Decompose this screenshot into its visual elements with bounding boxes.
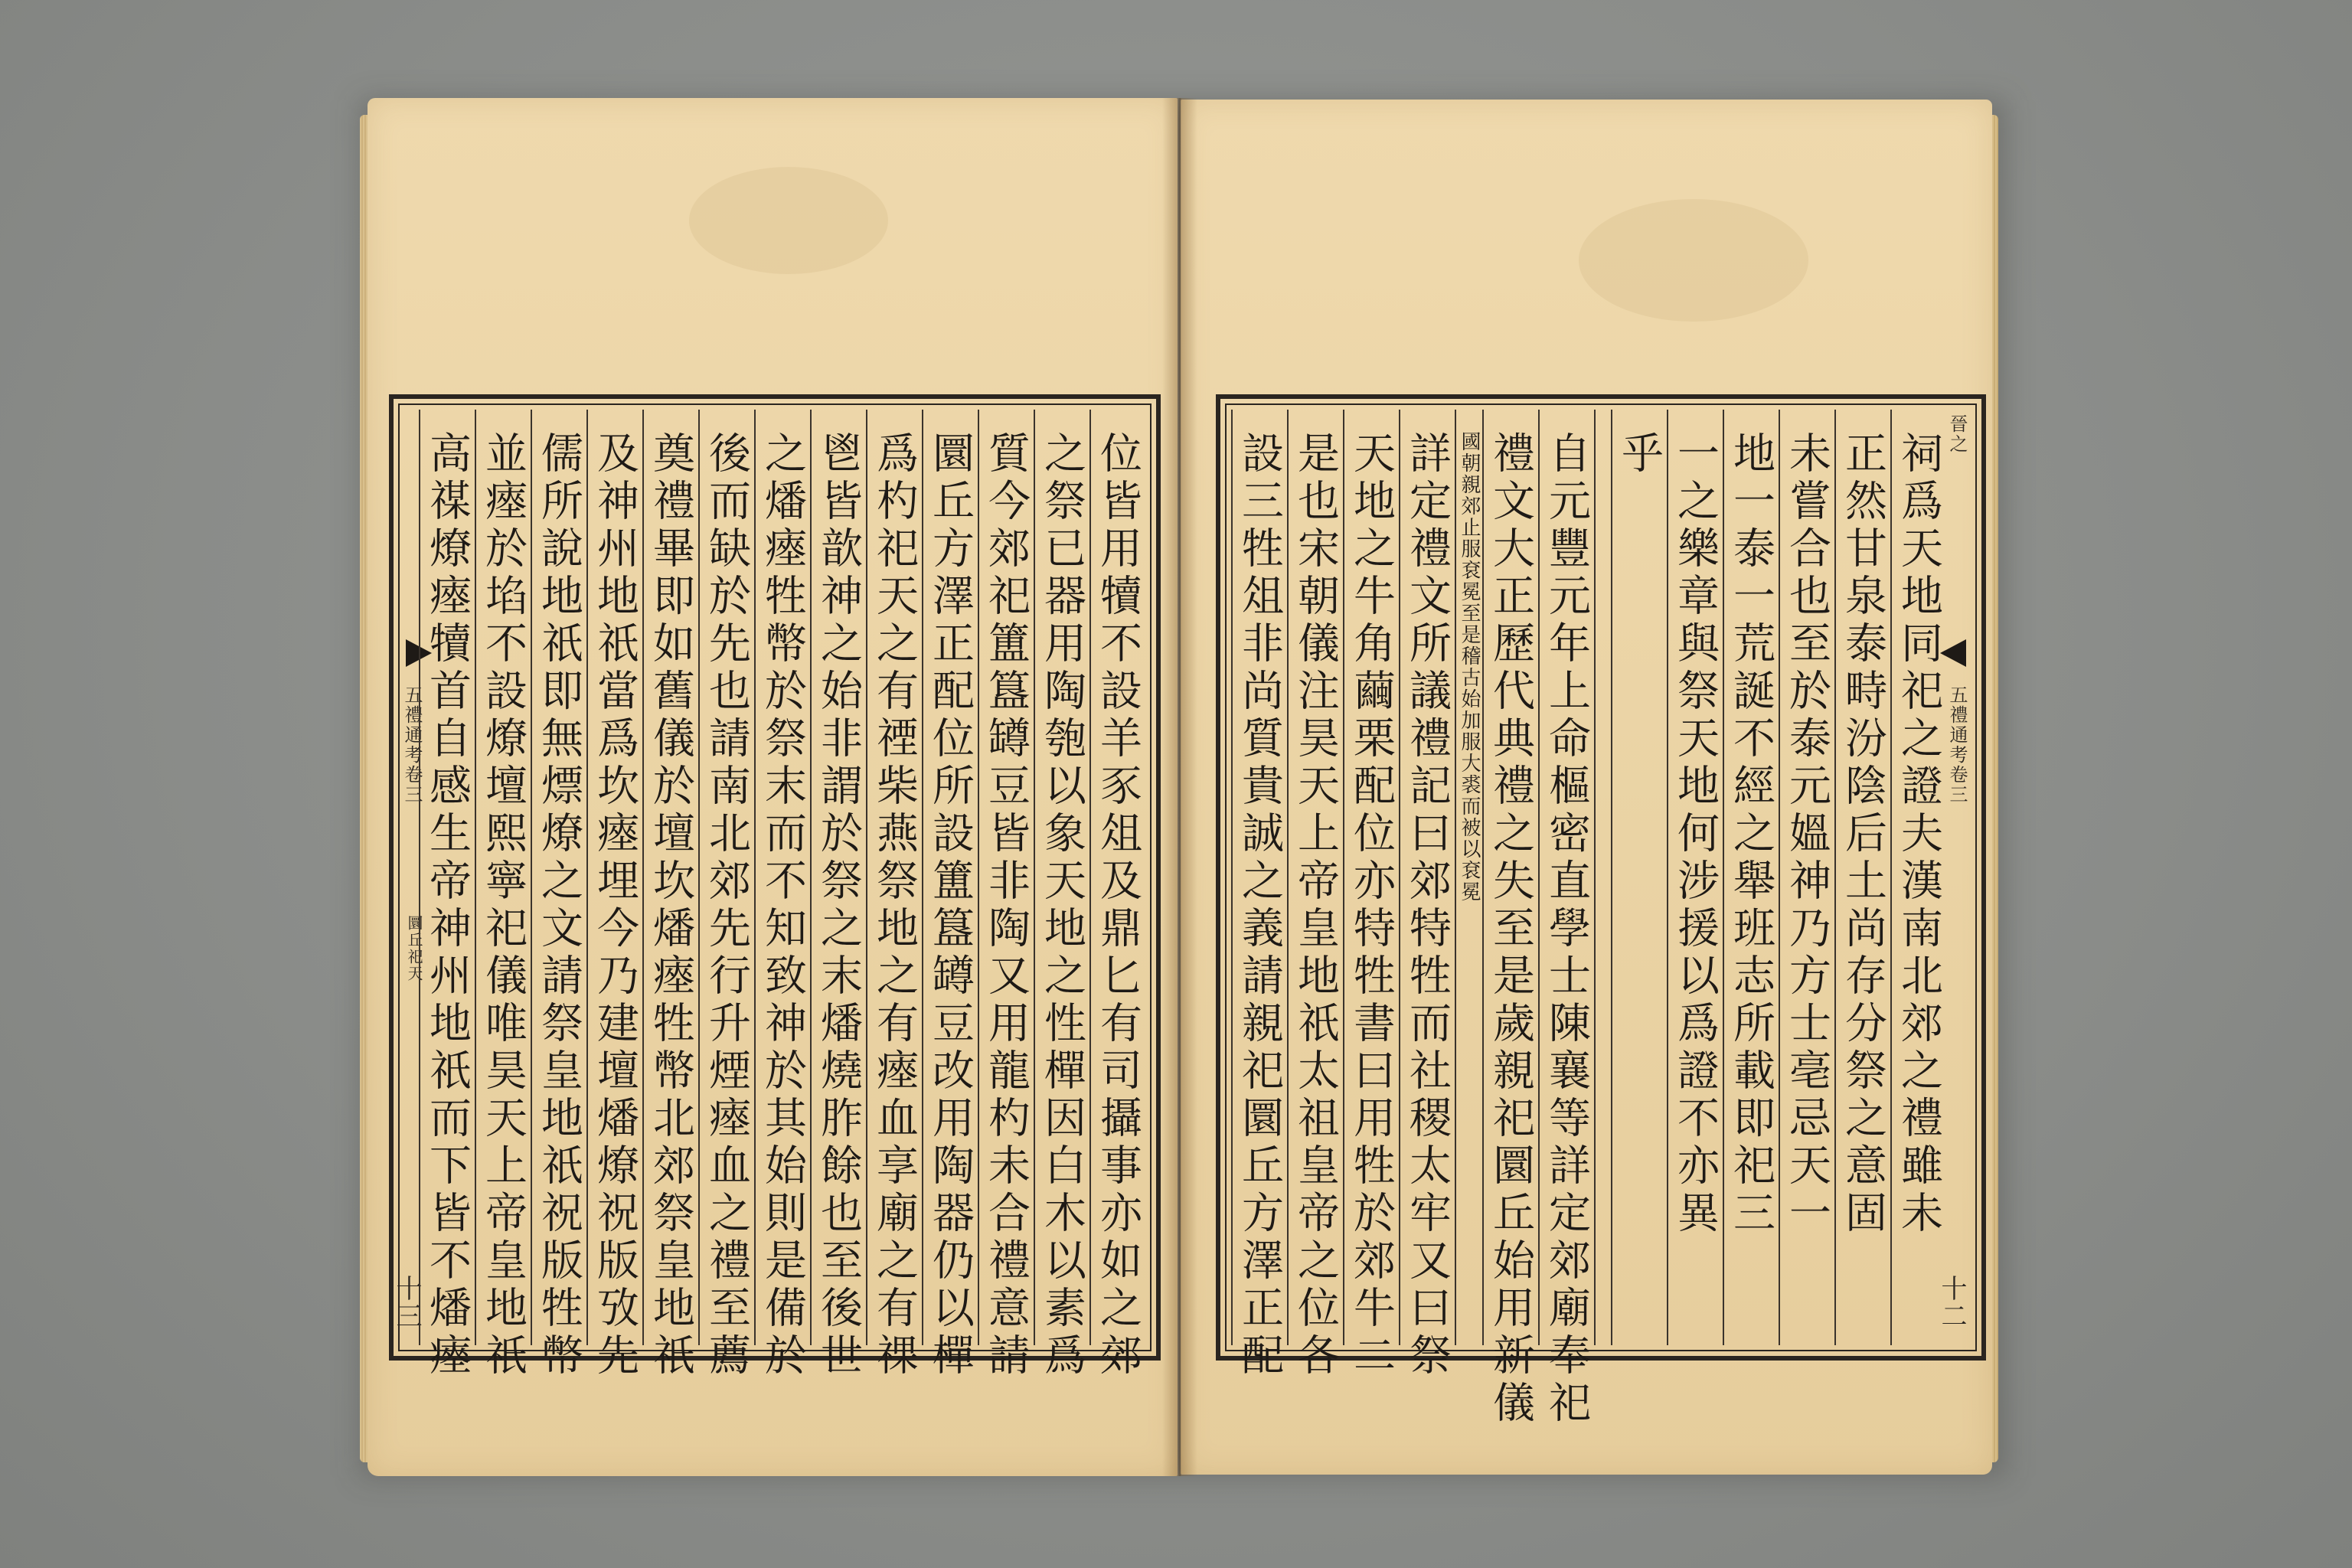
- text-column: 鬯皆歆神之始非謂於祭之末燔燒胙餘也至後世: [810, 410, 866, 1345]
- text-column: 是也宋朝儀注昊天上帝皇地祇太祖皇帝之位各: [1287, 410, 1343, 1345]
- text-column: 質今郊祀簠簋罇豆皆非陶又用龍杓未合禮意請: [978, 410, 1034, 1345]
- paper-stain: [1579, 199, 1808, 322]
- text-column: 高禖燎瘞犢首自感生帝神州地祇而下皆不燔瘞: [419, 410, 475, 1345]
- text-column: 後而缺於先也請南北郊先行升煙瘞血之禮至薦: [698, 410, 754, 1345]
- text-column: 一之樂章與祭天地何涉援以爲證不亦異: [1667, 410, 1723, 1345]
- margin-section-title: 圜丘祀天: [405, 915, 423, 982]
- margin-book-title: 五禮通考卷三: [1946, 685, 1968, 805]
- paper-stain: [689, 167, 888, 274]
- book-gutter: [1162, 98, 1197, 1476]
- right-text-columns: [1231, 410, 1946, 1428]
- text-column: 及神州地祇當爲坎瘞埋今乃建壇燔燎祝版攷先: [586, 410, 642, 1345]
- text-column: 之燔瘞牲幣於祭末而不知致神於其始則是備於: [754, 410, 810, 1345]
- left-text-frame: [389, 394, 1161, 1380]
- text-column: 地一泰一荒誕不經之舉班志所載即祀三: [1723, 410, 1779, 1345]
- text-column: 並瘞於埳不設燎壇熙寧祀儀唯昊天上帝皇地祇: [475, 410, 531, 1345]
- margin-page-number: 十二: [1936, 1275, 1967, 1330]
- margin-page-number: 十三: [391, 1275, 422, 1330]
- text-column: 之祭已器用陶匏以象天地之性樿因白木以素爲: [1034, 410, 1089, 1345]
- left-text-columns: [423, 410, 1145, 1380]
- text-column: 禮文大正歷代典禮之失至是歲親祀圜丘始用新儀: [1482, 410, 1538, 1345]
- margin-top-mark: 晉之: [1946, 414, 1968, 454]
- text-column: 乎: [1611, 410, 1667, 1345]
- annotation-column: 國朝親郊止服袞冕至是稽古始加服大裘而被以袞冕: [1455, 410, 1482, 1345]
- text-column: 自元豐元年上命樞密直學士陳襄等詳定郊廟奉祀: [1538, 410, 1594, 1345]
- text-column: 爲杓祀天之有禋柴燕祭地之有瘞血享廟之有祼: [866, 410, 922, 1345]
- text-column: 未嘗合也至於泰元媼神乃方士亳忌天一: [1779, 410, 1834, 1345]
- margin-book-title: 五禮通考卷三: [401, 685, 423, 805]
- text-column: 奠禮畢即如舊儀於壇坎燔瘞牲幣北郊祭皇地祇: [642, 410, 698, 1345]
- text-column: 儒所說地祇即無熛燎之文請祭皇地祇祝版牲幣: [531, 410, 586, 1345]
- blank-column: [1594, 410, 1611, 1345]
- text-column: 位皆用犢不設羊豕俎及鼎匕有司攝事亦如之郊: [1089, 410, 1145, 1345]
- text-column: 詳定禮文所議禮記曰郊特牲而社稷太牢又曰祭: [1399, 410, 1455, 1345]
- text-column: 祠爲天地同祀之證夫漢南北郊之禮雖未: [1890, 410, 1946, 1345]
- right-page-margin: [1936, 410, 1971, 1345]
- right-text-frame: [1216, 394, 1986, 1428]
- text-column: 正然甘泉泰畤汾陰后土尚存分祭之意固: [1834, 410, 1890, 1345]
- text-column: 圜丘方澤正配位所設簠簋罇豆改用陶器仍以樿: [922, 410, 978, 1345]
- text-column: 天地之牛角繭栗配位亦特牲書曰用牲於郊牛二: [1343, 410, 1399, 1345]
- text-column: 設三牲俎非尚質貴誠之義請親祀圜丘方澤正配: [1231, 410, 1287, 1345]
